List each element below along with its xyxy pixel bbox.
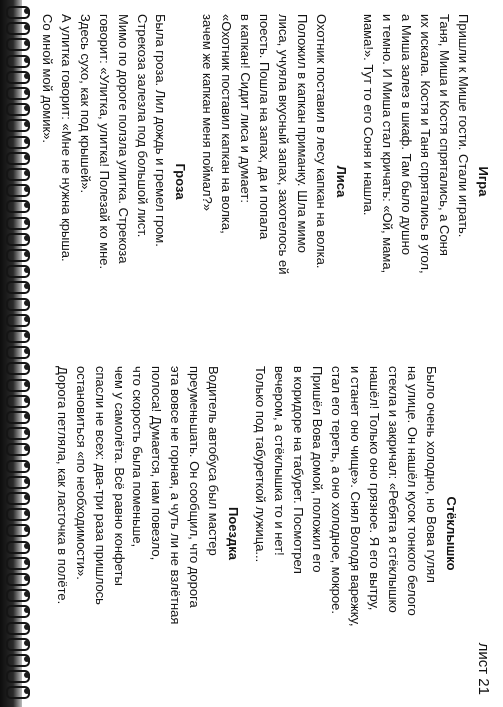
story-title: Игра	[476, 166, 491, 197]
punch-hole	[24, 494, 30, 500]
story	[37, 14, 190, 349]
punch-hole	[24, 575, 30, 581]
text-line: Таня, Миша и Костя спрятались, а Соня	[437, 14, 453, 256]
text-line: лиса, учуяла вкусный запах, захотелось ей	[276, 14, 292, 275]
punch-hole	[24, 640, 30, 646]
text-line: на улице. Он нашёл кусок тонкого белого	[405, 366, 421, 616]
punch-hole	[24, 526, 30, 532]
punch-hole	[24, 445, 30, 451]
text-line: чем у самолёта. Всё равно конфеты	[111, 366, 127, 586]
text-line: в капкан! Сидит лиса и думает:	[238, 14, 254, 203]
text-line: в коридоре на табурет. Посмотрел	[291, 366, 307, 574]
story-text	[197, 14, 330, 349]
text-line: А улитка говорит: «Мне не нужна крыша.	[58, 14, 74, 262]
text-line: их искала. Костя и Таня спрятались в угол,	[418, 14, 434, 274]
text-line: Стрекоза залезла под большой лист.	[134, 14, 150, 238]
text-line: Мимо по дороге ползла улитка. Стрекоза	[115, 14, 131, 264]
text-line: полоса! Думается, нам повезло,	[149, 366, 165, 561]
story-title: Лиса	[334, 165, 350, 198]
text-line: «Охотник поставил капкан на волка,	[219, 14, 235, 234]
punch-hole	[24, 510, 30, 516]
text-line: спасли не всех: два-три раза пришлось	[92, 366, 108, 605]
punch-hole	[24, 543, 30, 549]
text-line: Положил в капкан приманку. Шла мимо	[295, 14, 311, 253]
right-column	[44, 366, 460, 701]
sheet-number: лист 21	[475, 642, 492, 695]
story-title: Поездка	[226, 507, 242, 560]
text-line: вечером, а стёклышка то и нет!	[272, 366, 288, 556]
text-line: преуменьшать. Он сообщил, что дорога	[187, 366, 203, 608]
punch-hole	[24, 624, 30, 630]
punch-hole	[24, 607, 30, 613]
punch-hole	[24, 688, 30, 694]
punch-hole	[24, 429, 30, 435]
text-line: Была гроза. Лил дождь и гремел гром.	[153, 14, 169, 247]
text-line: Охотник поставил в лесу капкан на волка.	[314, 14, 330, 269]
punch-hole	[24, 591, 30, 597]
punch-hole	[24, 364, 30, 370]
text-line: Пришёл Вова домой, положил его	[310, 366, 326, 573]
story	[52, 366, 243, 701]
punch-hole	[24, 413, 30, 419]
punch-hole	[24, 381, 30, 387]
text-line: Было очень холодно, но Вова гулял	[424, 366, 440, 583]
punch-hole	[24, 462, 30, 468]
text-line: остановиться «по необходимости».	[73, 366, 89, 580]
text-line: зачем же капкан меня поймал?»	[200, 14, 216, 211]
text-line: Со мной мой домик».	[39, 14, 55, 144]
text-line: Только под табуреткой лужица...	[253, 366, 269, 563]
text-line: Пришли к Мише гости. Стали играть.	[456, 14, 472, 238]
story	[250, 366, 460, 701]
text-line: Дорога петляла, как ласточка в полёте.	[54, 366, 70, 605]
punch-hole	[24, 348, 30, 354]
text-line: мама!». Тут то его Соня и нашла.	[361, 14, 377, 216]
text-line: нашёл! Только оно грязное. Я его вытру,	[367, 366, 383, 611]
story-text	[37, 14, 170, 349]
punch-hole	[24, 656, 30, 662]
punch-hole	[24, 478, 30, 484]
story	[358, 14, 492, 349]
punch-hole	[24, 559, 30, 565]
story-text	[250, 366, 440, 701]
text-line: говорит: «Улитка, улитка! Полезай ко мне.	[96, 14, 112, 270]
story-text	[52, 366, 223, 701]
text-line: и станет оно чище». Снял Володя варежку,	[348, 366, 364, 627]
text-line: и темно. И Миша стал кричать: «Ой, мама,	[380, 14, 396, 274]
story-title: Гроза	[173, 163, 189, 200]
text-line: эта вовсе не горная, а чуть ли не взлётная	[168, 366, 184, 625]
text-line: Здесь сухо, как под крышей».	[77, 14, 93, 194]
punch-hole	[24, 397, 30, 403]
story	[197, 14, 350, 349]
text-line: Водитель автобуса был мастер	[206, 366, 222, 556]
text-line: стал его тереть, а оно холодное, мокрое.	[329, 366, 345, 614]
text-line: что скорость была поменьше,	[130, 366, 146, 548]
left-column	[29, 14, 492, 349]
text-line: стекла и закричал: «Ребята я стёклышко	[386, 366, 402, 613]
text-line: а Миша залез в шкаф. Там было душно	[399, 14, 415, 255]
text-line: поесть. Пошла на запах, да и попала	[257, 14, 273, 240]
punch-hole	[24, 672, 30, 678]
workbook-page	[32, 0, 500, 707]
story-text	[358, 14, 472, 349]
story-title: Стёклышко	[444, 496, 459, 571]
